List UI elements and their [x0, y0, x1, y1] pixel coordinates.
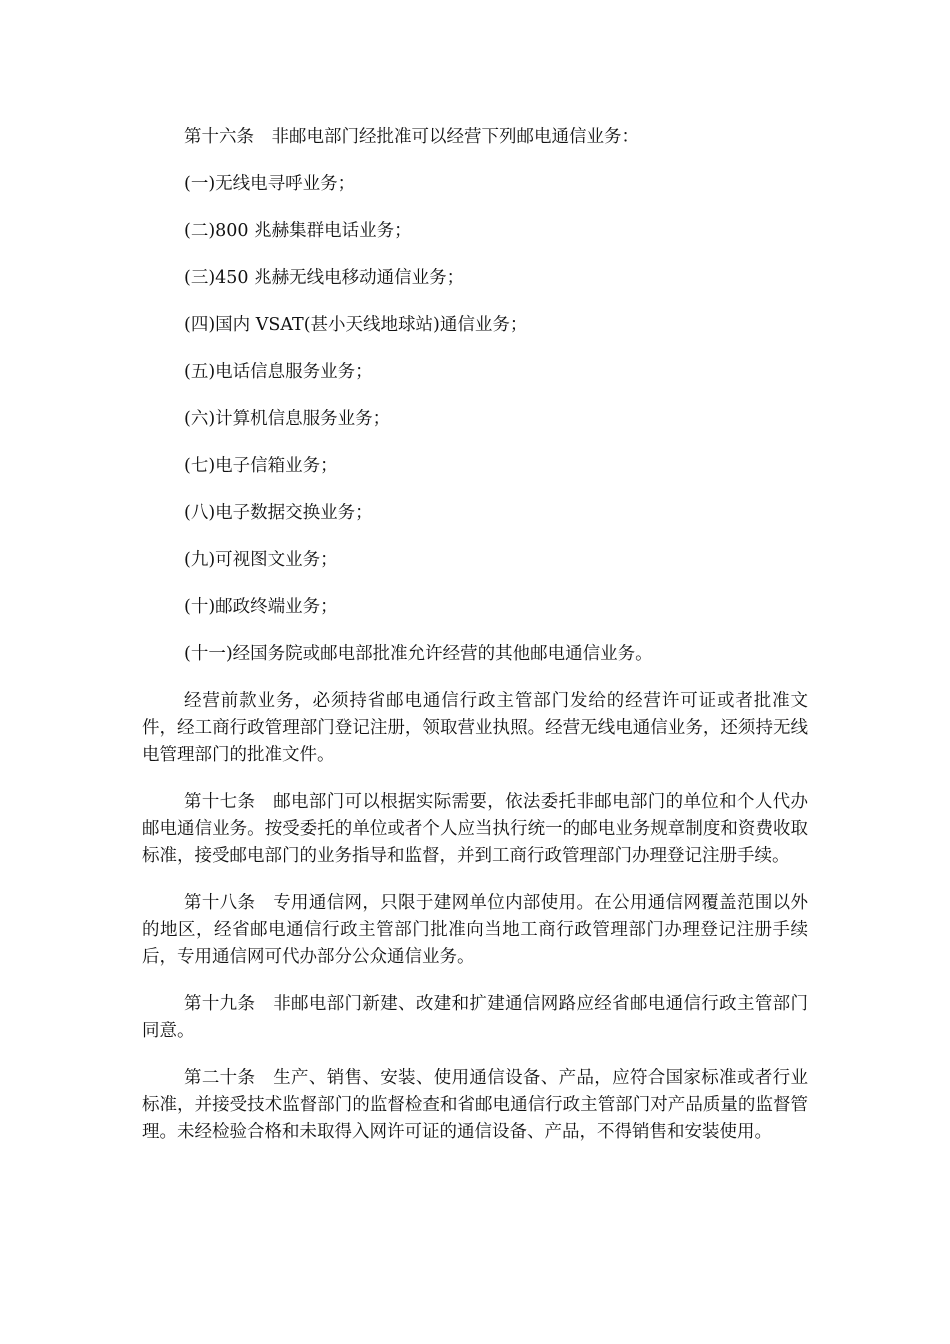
list-item: (四)国内 VSAT(甚小天线地球站)通信业务； [184, 315, 528, 335]
list-item: (六)计算机信息服务业务； [184, 409, 391, 429]
list-item: (十一)经国务院或邮电部批准允许经营的其他邮电通信业务。 [184, 644, 653, 664]
list-item: (一)无线电寻呼业务； [184, 174, 356, 194]
list-item: (三)450 兆赫无线电移动通信业务； [184, 268, 465, 288]
list-item: (八)电子数据交换业务； [184, 503, 373, 523]
article-16-followup-paragraph: 经营前款业务，必须持省邮电通信行政主管部门发给的经营许可证或者批准文件，经工商行政管理部门登记注册，领取营业执照。经营无线电通信业务，还须持无线电管理部门的批准文件。 [142, 691, 808, 765]
article-20-paragraph: 第二十条 生产、销售、安装、使用通信设备、产品，应符合国家标准或者行业标准，并接受技术监督部门的监督检查和省邮电通信行政主管部门对产品质量的监督管理。未经检验合格和未取得入网许可证的通信设备、产品，不得销售和安装使用。 [142, 1068, 808, 1142]
article-19-paragraph: 第十九条 非邮电部门新建、改建和扩建通信网路应经省邮电通信行政主管部门同意。 [142, 994, 808, 1041]
list-item: (十)邮政终端业务； [184, 597, 338, 617]
document-page [142, 124, 808, 1146]
list-item: (五)电话信息服务业务； [184, 362, 373, 382]
article-17-paragraph: 第十七条 邮电部门可以根据实际需要，依法委托非邮电部门的单位和个人代办邮电通信业务。按受委托的单位或者个人应当执行统一的邮电业务规章制度和资费收取标准，接受邮电部门的业务指导和监督，并到工商行政管理部门办理登记注册手续。 [142, 792, 808, 866]
article-18-paragraph: 第十八条 专用通信网，只限于建网单位内部使用。在公用通信网覆盖范围以外的地区，经省邮电通信行政主管部门批准向当地工商行政管理部门办理登记注册手续后，专用通信网可代办部分公众通信业务。 [142, 893, 808, 967]
list-item: (七)电子信箱业务； [184, 456, 338, 476]
article-16-heading: 第十六条 非邮电部门经批准可以经营下列邮电通信业务： [184, 127, 639, 147]
list-item: (九)可视图文业务； [184, 550, 338, 570]
list-item: (二)800 兆赫集群电话业务； [184, 221, 412, 241]
